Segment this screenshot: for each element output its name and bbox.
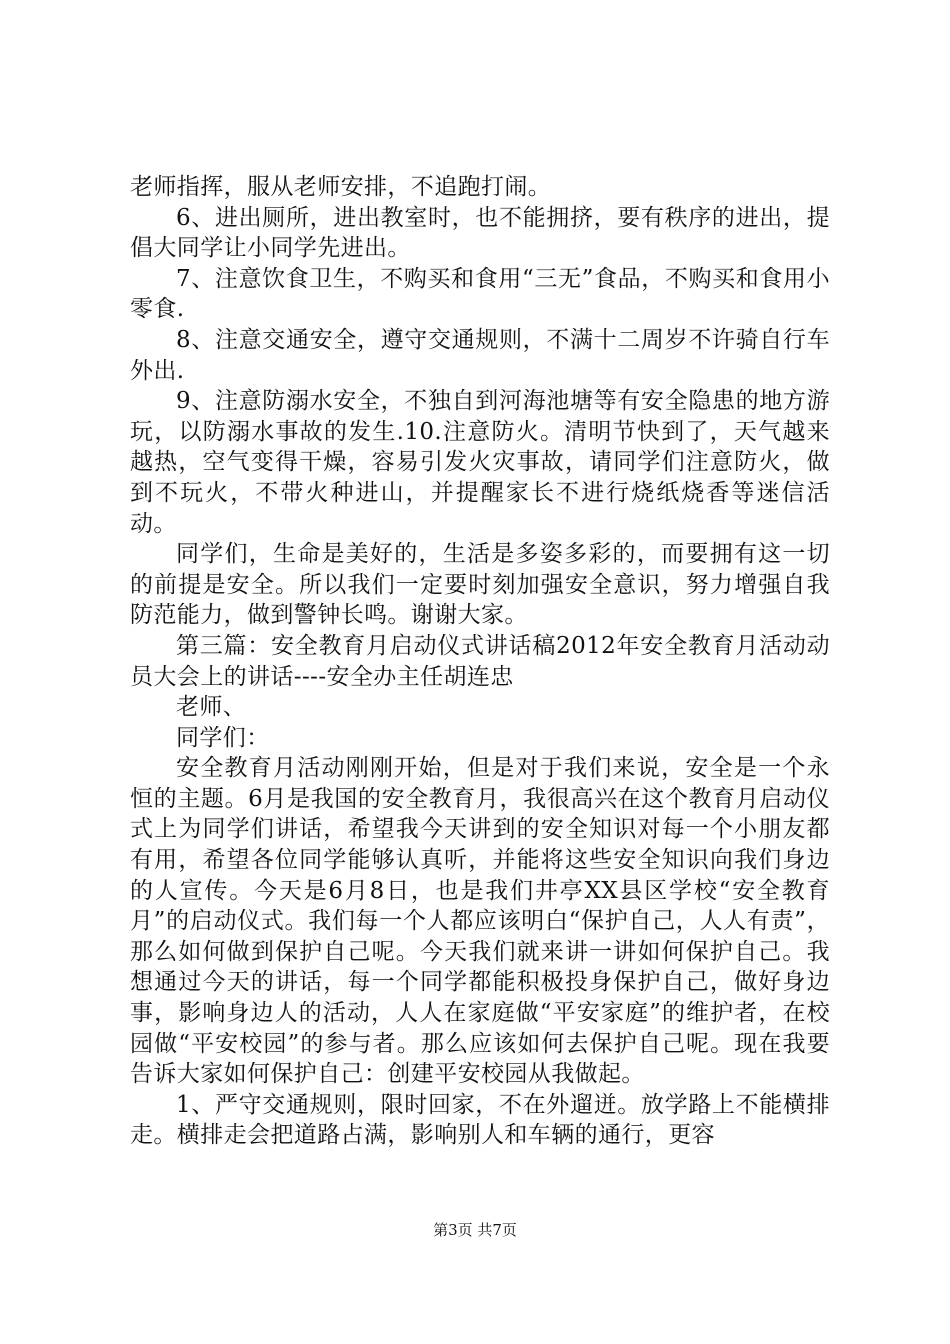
salutation-students: 同学们： bbox=[176, 724, 270, 751]
salutation-teachers: 老师、 bbox=[176, 694, 247, 721]
paragraph-item-9: 9、注意防溺水安全，不独自到河海池塘等有安全隐患的地方游玩，以防溺水事故的发生.10.注意防火。清明节快到了，天气越来越热，空气变得干燥，容易引发火灾事故，请同学们注意防火，做到不玩火，不带火种进山，并提醒家长不进行烧纸烧香等迷信活动。 bbox=[130, 388, 830, 537]
paragraph-item-7: 7、注意饮食卫生，不购买和食用“三无”食品，不购买和食用小零食. bbox=[130, 265, 830, 323]
page-number: 第3页 共7页 bbox=[433, 1221, 517, 1239]
paragraph-closing: 同学们，生命是美好的，生活是多姿多彩的，而要拥有这一切的前提是安全。所以我们一定要时刻加强安全意识，努力增强自我防范能力，做到警钟长鸣。谢谢大家。 bbox=[130, 541, 830, 629]
page-footer bbox=[0, 1221, 950, 1239]
paragraph-item-6: 6、进出厕所，进出教室时，也不能拥挤，要有秩序的进出，提倡大同学让小同学先进出。 bbox=[130, 204, 830, 262]
paragraph-item-8: 8、注意交通安全，遵守交通规则，不满十二周岁不许骑自行车外出. bbox=[130, 326, 830, 384]
paragraph-speech-body: 安全教育月活动刚刚开始，但是对于我们来说，安全是一个永恒的主题。6月是我国的安全教育月，我很高兴在这个教育月启动仪式上为同学们讲话，希望我今天讲到的安全知识对每一个小朋友都有用，希望各位同学能够认真听，并能将这些安全知识向我们身边的人宣传。今天是6月8日，也是我们井亭XX县区学校“安全教育月”的启动仪式。我们每一个人都应该明白“保护自己，人人有责”，那么如何做到保护自己呢。今天我们就来讲一讲如何保护自己。我想通过今天的讲话，每一个同学都能积极投身保护自己，做好身边事，影响身边人的活动，人人在家庭做“平安家庭”的维护者，在校园做“平安校园”的参与者。那么应该如何去保护自己呢。现在我要告诉大家如何保护自己：创建平安校园从我做起。 bbox=[130, 755, 830, 1088]
paragraph-continuation: 老师指挥，服从老师安排，不追跑打闹。 bbox=[130, 174, 552, 200]
section-heading: 第三篇：安全教育月启动仪式讲话稿2012年安全教育月活动动员大会上的讲话----安全办主任胡连忠 bbox=[130, 632, 830, 690]
document-body bbox=[130, 172, 830, 1151]
paragraph-item-1: 1、严守交通规则，限时回家，不在外遛迸。放学路上不能横排走。横排走会把道路占满，影响别人和车辆的通行，更容 bbox=[130, 1091, 830, 1149]
